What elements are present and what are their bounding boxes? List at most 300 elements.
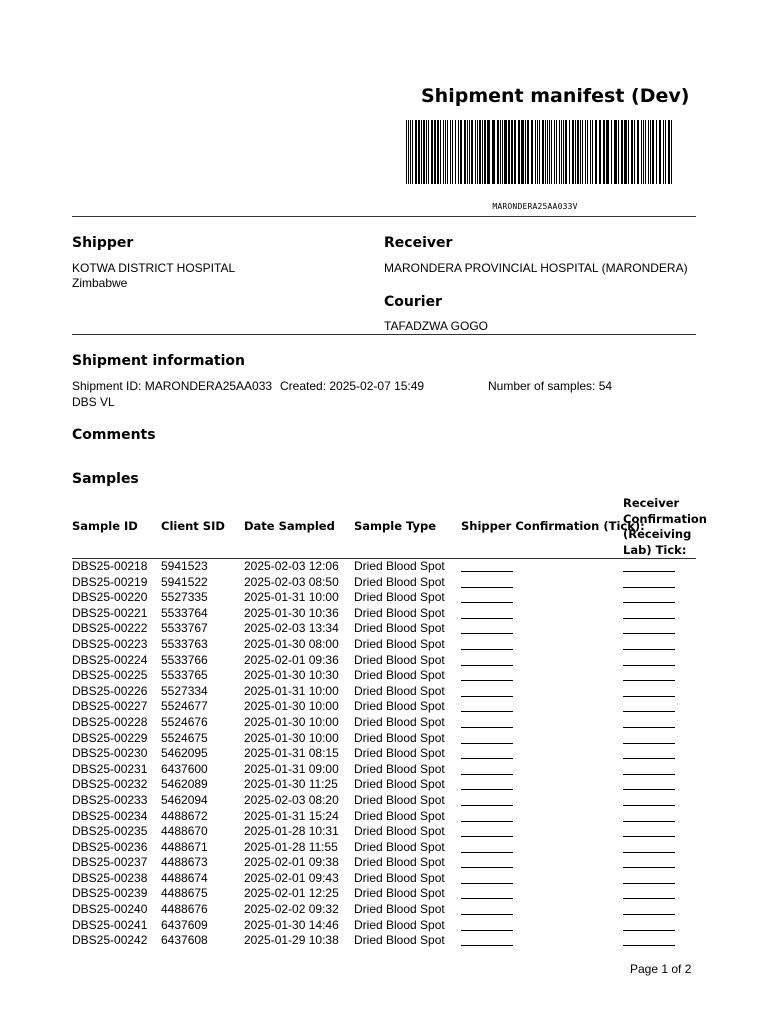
client-sid: 5533763 bbox=[161, 636, 208, 651]
barcode-bar bbox=[539, 120, 540, 184]
receiver-name: MARONDERA PROVINCIAL HOSPITAL (MARONDERA) bbox=[384, 261, 688, 275]
comments-heading: Comments bbox=[72, 427, 156, 443]
col-receiver-confirmation bbox=[623, 496, 707, 558]
shipment-info-heading: Shipment information bbox=[72, 353, 245, 369]
client-sid: 5527335 bbox=[161, 590, 208, 605]
sample-id: DBS25-00240 bbox=[72, 902, 148, 917]
barcode-bar bbox=[464, 120, 466, 184]
sample-type: Dried Blood Spot bbox=[354, 792, 445, 807]
receiver-tick-line bbox=[623, 898, 675, 899]
barcode-bar bbox=[663, 120, 664, 184]
receiver-tick-line bbox=[623, 727, 675, 728]
sample-id: DBS25-00238 bbox=[72, 870, 148, 885]
table-row bbox=[72, 684, 696, 700]
col-receiver-line-1: Receiver bbox=[623, 496, 680, 510]
sample-id: DBS25-00230 bbox=[72, 746, 148, 761]
shipper-tick-line bbox=[461, 758, 513, 759]
barcode-bar bbox=[418, 120, 420, 184]
barcode-bar bbox=[518, 120, 520, 184]
date-sampled: 2025-02-01 09:43 bbox=[244, 870, 339, 885]
client-sid: 5524677 bbox=[161, 699, 208, 714]
shipper-tick-line bbox=[461, 571, 513, 572]
shipper-tick-line bbox=[461, 587, 513, 588]
barcode-bar bbox=[452, 120, 453, 184]
barcode-bar bbox=[443, 120, 444, 184]
barcode-bar bbox=[634, 120, 635, 184]
barcode-bar bbox=[434, 120, 436, 184]
date-sampled: 2025-02-01 09:36 bbox=[244, 652, 339, 667]
shipper-tick-line bbox=[461, 680, 513, 681]
barcode-bar bbox=[537, 120, 538, 184]
receiver-tick-line bbox=[623, 602, 675, 603]
barcode-bar bbox=[572, 120, 574, 184]
divider-middle bbox=[72, 334, 696, 335]
date-sampled: 2025-01-31 09:00 bbox=[244, 761, 339, 776]
col-sample-type: Sample Type bbox=[354, 519, 437, 533]
barcode-bar bbox=[406, 120, 407, 184]
table-row bbox=[72, 871, 696, 887]
table-row bbox=[72, 793, 696, 809]
barcode-bar bbox=[554, 120, 555, 184]
barcode-bar bbox=[580, 120, 581, 184]
barcode-bar bbox=[547, 120, 548, 184]
barcode-bar bbox=[440, 120, 441, 184]
table-row bbox=[72, 918, 696, 934]
barcode-bar bbox=[650, 120, 651, 184]
table-row bbox=[72, 653, 696, 669]
client-sid: 5533765 bbox=[161, 668, 208, 683]
barcode-bar bbox=[437, 120, 439, 184]
sample-type: Dried Blood Spot bbox=[354, 902, 445, 917]
barcode-bar bbox=[656, 120, 657, 184]
client-sid: 5527334 bbox=[161, 683, 208, 698]
barcode-bar bbox=[621, 120, 623, 184]
client-sid: 5533767 bbox=[161, 621, 208, 636]
shipper-tick-line bbox=[461, 852, 513, 853]
sample-type: Dried Blood Spot bbox=[354, 699, 445, 714]
col-receiver-line-4: Lab) Tick: bbox=[623, 542, 687, 557]
sample-type: Dried Blood Spot bbox=[354, 839, 445, 854]
barcode-bar bbox=[659, 120, 661, 184]
barcode-bar bbox=[450, 120, 451, 184]
sample-id: DBS25-00228 bbox=[72, 714, 148, 729]
sample-type: Dried Blood Spot bbox=[354, 933, 445, 948]
sample-id: DBS25-00220 bbox=[72, 590, 148, 605]
table-row bbox=[72, 762, 696, 778]
sample-type: Dried Blood Spot bbox=[354, 808, 445, 823]
table-row bbox=[72, 559, 696, 575]
shipper-tick-line bbox=[461, 883, 513, 884]
barcode-bar bbox=[563, 120, 564, 184]
barcode-bar bbox=[484, 120, 486, 184]
shipper-tick-line bbox=[461, 743, 513, 744]
date-sampled: 2025-02-02 09:32 bbox=[244, 902, 339, 917]
barcode-bar bbox=[410, 120, 411, 184]
barcode-bar bbox=[565, 120, 567, 184]
sample-id: DBS25-00242 bbox=[72, 933, 148, 948]
barcode-bar bbox=[487, 120, 490, 184]
shipper-tick-line bbox=[461, 602, 513, 603]
col-receiver-line-3: (Receiving bbox=[623, 527, 692, 541]
receiver-tick-line bbox=[623, 618, 675, 619]
date-sampled: 2025-02-01 12:25 bbox=[244, 886, 339, 901]
barcode-bar bbox=[508, 120, 510, 184]
table-row bbox=[72, 933, 696, 949]
date-sampled: 2025-01-28 10:31 bbox=[244, 824, 339, 839]
receiver-tick-line bbox=[623, 743, 675, 744]
barcode-bar bbox=[447, 120, 448, 184]
sample-id: DBS25-00235 bbox=[72, 824, 148, 839]
sample-type: Dried Blood Spot bbox=[354, 855, 445, 870]
date-sampled: 2025-01-30 11:25 bbox=[244, 777, 338, 792]
shipment-type: DBS VL bbox=[72, 395, 115, 409]
sample-type: Dried Blood Spot bbox=[354, 559, 445, 573]
barcode-bar bbox=[648, 120, 649, 184]
receiver-tick-line bbox=[623, 914, 675, 915]
shipper-country: Zimbabwe bbox=[72, 276, 128, 290]
sample-type: Dried Blood Spot bbox=[354, 870, 445, 885]
shipper-tick-line bbox=[461, 930, 513, 931]
barcode-bar bbox=[652, 120, 654, 184]
client-sid: 5941522 bbox=[161, 574, 208, 589]
client-sid: 5462094 bbox=[161, 792, 208, 807]
date-sampled: 2025-01-29 10:38 bbox=[244, 933, 339, 948]
sample-id: DBS25-00239 bbox=[72, 886, 148, 901]
barcode-bar bbox=[585, 120, 586, 184]
client-sid: 5524676 bbox=[161, 714, 208, 729]
table-row bbox=[72, 731, 696, 747]
shipper-tick-line bbox=[461, 696, 513, 697]
col-sample-id: Sample ID bbox=[72, 519, 138, 533]
sample-type: Dried Blood Spot bbox=[354, 621, 445, 636]
barcode-bar bbox=[643, 120, 644, 184]
sample-count: Number of samples: 54 bbox=[488, 379, 613, 393]
date-sampled: 2025-01-30 10:00 bbox=[244, 699, 339, 714]
samples-heading: Samples bbox=[72, 471, 139, 487]
receiver-tick-line bbox=[623, 680, 675, 681]
barcode-bar bbox=[545, 120, 546, 184]
barcode-bar bbox=[415, 120, 417, 184]
shipper-tick-line bbox=[461, 774, 513, 775]
barcode-bar bbox=[460, 120, 462, 184]
client-sid: 5533764 bbox=[161, 605, 208, 620]
barcode-bar bbox=[542, 120, 544, 184]
sample-id: DBS25-00232 bbox=[72, 777, 148, 792]
barcode-bar bbox=[631, 120, 633, 184]
barcode-bar bbox=[671, 120, 672, 184]
receiver-tick-line bbox=[623, 867, 675, 868]
barcode-bar bbox=[412, 120, 413, 184]
table-row bbox=[72, 715, 696, 731]
barcode-bar bbox=[569, 120, 570, 184]
receiver-tick-line bbox=[623, 587, 675, 588]
table-row bbox=[72, 855, 696, 871]
sample-type: Dried Blood Spot bbox=[354, 652, 445, 667]
sample-id: DBS25-00221 bbox=[72, 605, 148, 620]
barcode-bar bbox=[500, 120, 501, 184]
barcode-bar bbox=[479, 120, 481, 184]
barcode-bar bbox=[531, 120, 533, 184]
sample-type: Dried Blood Spot bbox=[354, 761, 445, 776]
client-sid: 5462089 bbox=[161, 777, 208, 792]
date-sampled: 2025-01-31 10:00 bbox=[244, 683, 339, 698]
receiver-tick-line bbox=[623, 883, 675, 884]
receiver-tick-line bbox=[623, 571, 675, 572]
shipper-tick-line bbox=[461, 665, 513, 666]
table-row bbox=[72, 824, 696, 840]
barcode-bar bbox=[556, 120, 557, 184]
shipper-name: KOTWA DISTRICT HOSPITAL bbox=[72, 261, 236, 275]
date-sampled: 2025-01-31 15:24 bbox=[244, 808, 339, 823]
barcode-bar bbox=[618, 120, 619, 184]
barcode-bar bbox=[431, 120, 433, 184]
page-title: Shipment manifest (Dev) bbox=[421, 85, 690, 107]
client-sid: 4488671 bbox=[161, 839, 208, 854]
barcode-bar bbox=[497, 120, 499, 184]
client-sid: 4488675 bbox=[161, 886, 208, 901]
barcode-bar bbox=[611, 120, 612, 184]
shipper-tick-line bbox=[461, 633, 513, 634]
sample-type: Dried Blood Spot bbox=[354, 777, 445, 792]
table-row bbox=[72, 590, 696, 606]
barcode-bar bbox=[575, 120, 576, 184]
barcode-bar bbox=[599, 120, 601, 184]
table-row bbox=[72, 902, 696, 918]
sample-type: Dried Blood Spot bbox=[354, 636, 445, 651]
date-sampled: 2025-02-03 08:50 bbox=[244, 574, 339, 589]
sample-id: DBS25-00225 bbox=[72, 668, 148, 683]
shipper-heading: Shipper bbox=[72, 235, 134, 251]
sample-type: Dried Blood Spot bbox=[354, 886, 445, 901]
date-sampled: 2025-01-31 08:15 bbox=[244, 746, 339, 761]
barcode-bar bbox=[511, 120, 513, 184]
barcode-bar bbox=[577, 120, 579, 184]
barcode-bar bbox=[590, 120, 591, 184]
shipper-tick-line bbox=[461, 867, 513, 868]
sample-type: Dried Blood Spot bbox=[354, 824, 445, 839]
shipper-tick-line bbox=[461, 711, 513, 712]
barcode-bar bbox=[458, 120, 459, 184]
table-row bbox=[72, 637, 696, 653]
receiver-tick-line bbox=[623, 758, 675, 759]
barcode-text: MARONDERA25AA033V bbox=[492, 202, 578, 211]
barcode-bar bbox=[455, 120, 456, 184]
barcode-bar bbox=[445, 120, 446, 184]
receiver-tick-line bbox=[623, 852, 675, 853]
shipper-tick-line bbox=[461, 914, 513, 915]
table-row bbox=[72, 746, 696, 762]
date-sampled: 2025-01-30 10:00 bbox=[244, 714, 339, 729]
date-sampled: 2025-01-30 08:00 bbox=[244, 636, 339, 651]
barcode-bar bbox=[492, 120, 495, 184]
table-row bbox=[72, 777, 696, 793]
barcode-bar bbox=[426, 120, 427, 184]
table-row bbox=[72, 621, 696, 637]
barcode-bar bbox=[665, 120, 666, 184]
shipper-tick-line bbox=[461, 836, 513, 837]
table-row bbox=[72, 809, 696, 825]
barcode-bar bbox=[421, 120, 422, 184]
shipper-tick-line bbox=[461, 898, 513, 899]
receiver-tick-line bbox=[623, 945, 675, 946]
barcode-bar bbox=[525, 120, 526, 184]
sample-id: DBS25-00241 bbox=[72, 917, 148, 932]
date-sampled: 2025-01-30 10:36 bbox=[244, 605, 339, 620]
receiver-tick-line bbox=[623, 696, 675, 697]
sample-id: DBS25-00236 bbox=[72, 839, 148, 854]
client-sid: 5462095 bbox=[161, 746, 208, 761]
client-sid: 4488672 bbox=[161, 808, 208, 823]
barcode bbox=[405, 120, 675, 214]
barcode-bar bbox=[504, 120, 507, 184]
client-sid: 5533766 bbox=[161, 652, 208, 667]
receiver-tick-line bbox=[623, 633, 675, 634]
barcode-bar bbox=[551, 120, 552, 184]
sample-id: DBS25-00233 bbox=[72, 792, 148, 807]
receiver-tick-line bbox=[623, 789, 675, 790]
barcode-bar bbox=[423, 120, 425, 184]
client-sid: 4488673 bbox=[161, 855, 208, 870]
date-sampled: 2025-01-30 14:46 bbox=[244, 917, 339, 932]
sample-id: DBS25-00222 bbox=[72, 621, 148, 636]
sample-type: Dried Blood Spot bbox=[354, 746, 445, 761]
client-sid: 6437608 bbox=[161, 933, 208, 948]
date-sampled: 2025-02-03 12:06 bbox=[244, 559, 339, 573]
table-row bbox=[72, 575, 696, 591]
sample-id: DBS25-00226 bbox=[72, 683, 148, 698]
table-row bbox=[72, 840, 696, 856]
col-shipper-confirmation: Shipper Confirmation (Tick): bbox=[461, 519, 645, 533]
client-sid: 6437609 bbox=[161, 917, 208, 932]
receiver-tick-line bbox=[623, 805, 675, 806]
sample-type: Dried Blood Spot bbox=[354, 590, 445, 605]
date-sampled: 2025-01-28 11:55 bbox=[244, 839, 338, 854]
samples-table bbox=[72, 559, 696, 949]
barcode-bars bbox=[405, 120, 675, 184]
barcode-bar bbox=[467, 120, 468, 184]
barcode-bar bbox=[637, 120, 639, 184]
date-sampled: 2025-01-31 10:00 bbox=[244, 590, 339, 605]
sample-id: DBS25-00219 bbox=[72, 574, 148, 589]
date-sampled: 2025-01-30 10:30 bbox=[244, 668, 339, 683]
page-number: Page 1 of 2 bbox=[630, 962, 692, 976]
sample-type: Dried Blood Spot bbox=[354, 574, 445, 589]
shipper-tick-line bbox=[461, 789, 513, 790]
table-row bbox=[72, 606, 696, 622]
barcode-bar bbox=[587, 120, 588, 184]
col-receiver-line-2: Confirmation bbox=[623, 511, 707, 526]
date-sampled: 2025-02-03 08:20 bbox=[244, 792, 339, 807]
sample-id: DBS25-00231 bbox=[72, 761, 148, 776]
courier-heading: Courier bbox=[384, 294, 442, 310]
client-sid: 4488674 bbox=[161, 870, 208, 885]
barcode-bar bbox=[628, 120, 629, 184]
table-row bbox=[72, 668, 696, 684]
barcode-bar bbox=[559, 120, 560, 184]
sample-id: DBS25-00227 bbox=[72, 699, 148, 714]
shipment-id: Shipment ID: MARONDERA25AA033 bbox=[72, 379, 273, 393]
receiver-tick-line bbox=[623, 665, 675, 666]
receiver-tick-line bbox=[623, 836, 675, 837]
barcode-bar bbox=[614, 120, 617, 184]
barcode-bar bbox=[582, 120, 583, 184]
barcode-bar bbox=[606, 120, 609, 184]
barcode-bar bbox=[502, 120, 503, 184]
barcode-bar bbox=[521, 120, 524, 184]
barcode-bar bbox=[645, 120, 646, 184]
sample-type: Dried Blood Spot bbox=[354, 714, 445, 729]
shipper-tick-line bbox=[461, 945, 513, 946]
sample-id: DBS25-00224 bbox=[72, 652, 148, 667]
date-sampled: 2025-01-30 10:00 bbox=[244, 730, 339, 745]
receiver-heading: Receiver bbox=[384, 235, 453, 251]
barcode-bar bbox=[595, 120, 597, 184]
col-date-sampled: Date Sampled bbox=[244, 519, 335, 533]
barcode-bar bbox=[603, 120, 605, 184]
sample-type: Dried Blood Spot bbox=[354, 917, 445, 932]
client-sid: 5941523 bbox=[161, 559, 208, 573]
barcode-bar bbox=[514, 120, 516, 184]
barcode-bar bbox=[592, 120, 593, 184]
sample-type: Dried Blood Spot bbox=[354, 668, 445, 683]
barcode-bar bbox=[527, 120, 529, 184]
client-sid: 5524675 bbox=[161, 730, 208, 745]
barcode-bar bbox=[668, 120, 670, 184]
receiver-tick-line bbox=[623, 774, 675, 775]
sample-type: Dried Blood Spot bbox=[354, 683, 445, 698]
client-sid: 4488676 bbox=[161, 902, 208, 917]
receiver-tick-line bbox=[623, 649, 675, 650]
client-sid: 6437600 bbox=[161, 761, 208, 776]
barcode-bar bbox=[535, 120, 536, 184]
barcode-bar bbox=[482, 120, 483, 184]
shipper-tick-line bbox=[461, 649, 513, 650]
barcode-bar bbox=[477, 120, 478, 184]
shipper-tick-line bbox=[461, 727, 513, 728]
sample-type: Dried Blood Spot bbox=[354, 730, 445, 745]
table-row bbox=[72, 886, 696, 902]
sample-type: Dried Blood Spot bbox=[354, 605, 445, 620]
date-sampled: 2025-02-03 13:34 bbox=[244, 621, 339, 636]
receiver-tick-line bbox=[623, 711, 675, 712]
barcode-bar bbox=[408, 120, 409, 184]
sample-id: DBS25-00237 bbox=[72, 855, 148, 870]
shipper-tick-line bbox=[461, 821, 513, 822]
col-client-sid: Client SID bbox=[161, 519, 225, 533]
sample-id: DBS25-00234 bbox=[72, 808, 148, 823]
sample-id: DBS25-00218 bbox=[72, 559, 148, 573]
courier-name: TAFADZWA GOGO bbox=[384, 319, 489, 333]
shipper-tick-line bbox=[461, 805, 513, 806]
date-sampled: 2025-02-01 09:38 bbox=[244, 855, 339, 870]
sample-id: DBS25-00223 bbox=[72, 636, 148, 651]
barcode-bar bbox=[549, 120, 550, 184]
client-sid: 4488670 bbox=[161, 824, 208, 839]
sample-id: DBS25-00229 bbox=[72, 730, 148, 745]
barcode-bar bbox=[475, 120, 476, 184]
barcode-bar bbox=[469, 120, 470, 184]
shipment-created: Created: 2025-02-07 15:49 bbox=[280, 379, 425, 393]
receiver-tick-line bbox=[623, 930, 675, 931]
shipper-tick-line bbox=[461, 618, 513, 619]
receiver-tick-line bbox=[623, 821, 675, 822]
barcode-bar bbox=[561, 120, 562, 184]
barcode-bar bbox=[428, 120, 429, 184]
table-row bbox=[72, 699, 696, 715]
barcode-bar bbox=[471, 120, 473, 184]
barcode-bar bbox=[624, 120, 627, 184]
divider-top bbox=[72, 216, 696, 217]
